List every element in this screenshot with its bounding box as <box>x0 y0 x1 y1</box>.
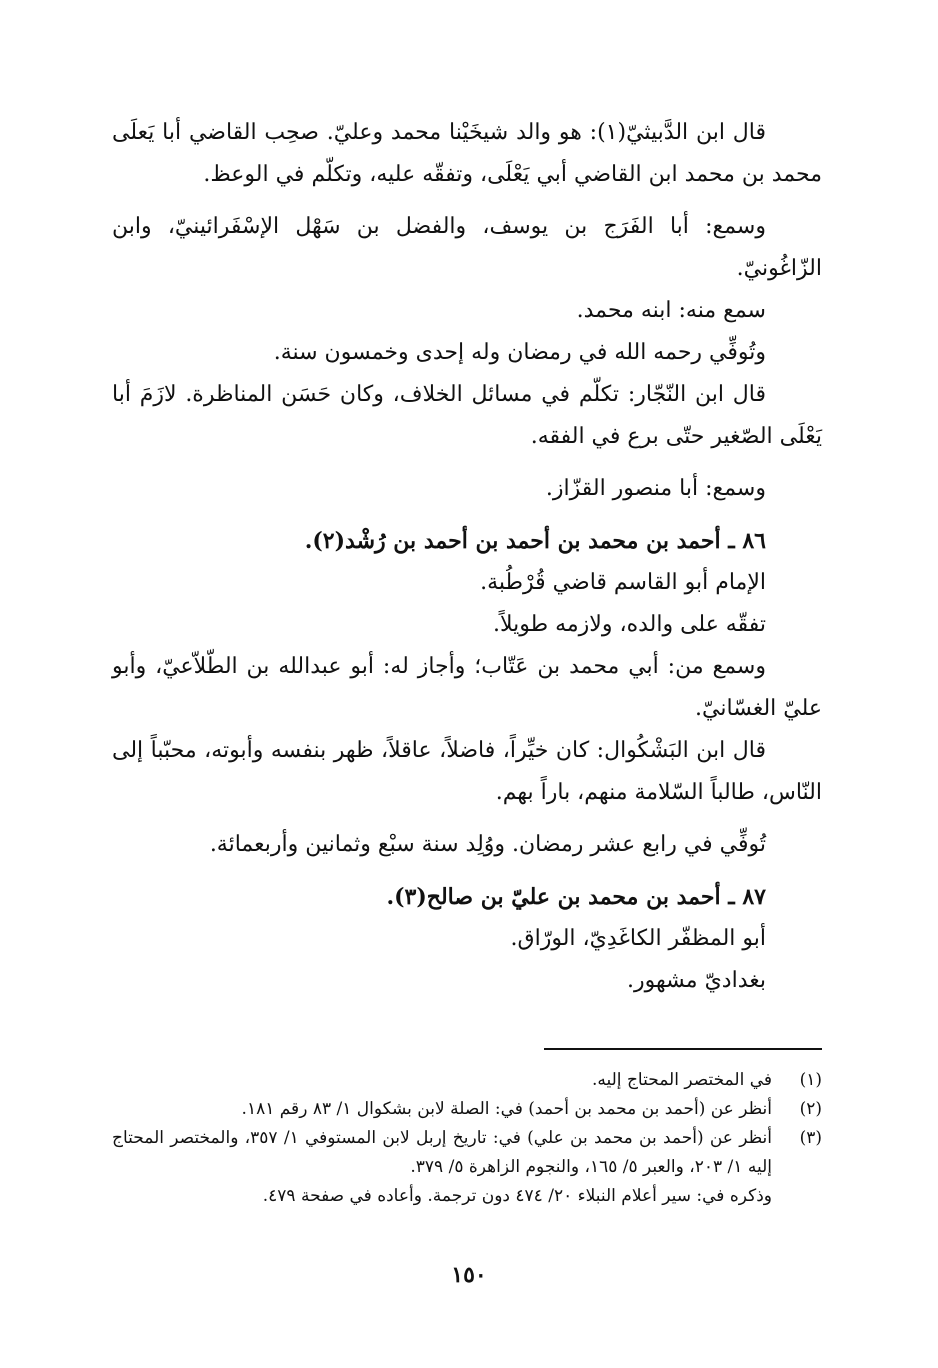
paragraph-dubaythi: قال ابن الدَّبيثيّ(١): هو والد شيخَيْنا محمد وعليّ. صحِب القاضي أبا يَعلَى محمد بن محمد ابن القاضي أبي يَعْلَى، وتفقّه عليه، وتكلّم في الوعظ. <box>112 120 822 187</box>
entry-86-study: تفقّه على والده، ولازمه طويلاً. <box>492 612 766 637</box>
footnote-text: في المختصر المحتاج إليه. <box>591 1070 772 1090</box>
page-number: ١٥٠ <box>451 1262 487 1288</box>
footnote-divider <box>544 1048 822 1050</box>
footnote-3 <box>112 1124 822 1182</box>
footnote-text: أنظر عن (أحمد بن محمد بن علي) في: تاريخ إربل لابن المستوفي ١/ ٣٥٧، والمختصر المحتاج إليه ١/ ٢٠٣، والعبر ٥/ ١٦٥، والنجوم الزاهرة ٥/ ٣٧٩. <box>112 1128 772 1177</box>
entry-86-heard: وسمع من: أبي محمد بن عَتّاب؛ وأجاز له: أبو عبدالله بن الطّلاّعيّ، وأبو عليّ الغسّانيّ. <box>112 654 822 721</box>
main-text <box>112 112 822 1002</box>
footnotes <box>112 1066 822 1211</box>
footnote-2 <box>112 1095 822 1124</box>
footnote-3-continuation <box>112 1182 822 1211</box>
entry-87-origin: بغداديّ مشهور. <box>627 968 766 993</box>
footnote-number: (٣) <box>799 1128 822 1148</box>
entry-86-bashkuwal: قال ابن البَشْكُوال: كان خيِّراً، فاضلاً، عاقلاً، ظهر بنفسه وأبوته، محبّباً إلى النّاس، طالباً السّلامة منهم، باراً بهم. <box>112 738 822 805</box>
footnote-text: أنظر عن (أحمد بن محمد بن أحمد) في: الصلة لابن بشكوال ١/ ٨٣ رقم ١٨١. <box>241 1099 772 1119</box>
footnote-1 <box>112 1066 822 1095</box>
paragraph-heard-from: وسمع: أبا الفَرَج بن يوسف، والفضل بن سَهْل الإسْفَرائينيّ، وابن الزّاغُونيّ. <box>112 214 822 281</box>
footnote-text: وذكره في: سير أعلام النبلاء ٢٠/ ٤٧٤ دون ترجمة. وأعاده في صفحة ٤٧٩. <box>262 1186 772 1206</box>
entry-86-title: الإمام أبو القاسم قاضي قُرْطُبة. <box>480 570 766 595</box>
paragraph-death: وتُوفِّي رحمه الله في رمضان وله إحدى وخمسون سنة. <box>273 340 766 365</box>
footnote-number: (١) <box>799 1070 822 1090</box>
paragraph-heard-by: سمع منه: ابنه محمد. <box>576 298 766 323</box>
entry-86-death: تُوفِّي في رابع عشر رمضان. ووُلِد سنة سبْع وثمانين وأربعمائة. <box>209 832 766 857</box>
entry-heading-87: ٨٧ ـ أحمد بن محمد بن عليّ بن صالح(٣). <box>386 884 766 910</box>
entry-heading-86: ٨٦ ـ أحمد بن محمد بن أحمد بن أحمد بن رُشْد(٢). <box>304 528 766 554</box>
entry-87-title: أبو المظفّر الكاغَدِيّ، الورّاق. <box>510 926 766 951</box>
paragraph-najjar: قال ابن النّجّار: تكلّم في مسائل الخلاف، وكان حَسَن المناظرة. لازَمَ أبا يَعْلَى الصّغير حتّى برع في الفقه. <box>112 382 822 449</box>
footnote-number: (٢) <box>799 1099 822 1119</box>
paragraph-qazzaz: وسمع: أبا منصور القزّاز. <box>545 476 766 501</box>
